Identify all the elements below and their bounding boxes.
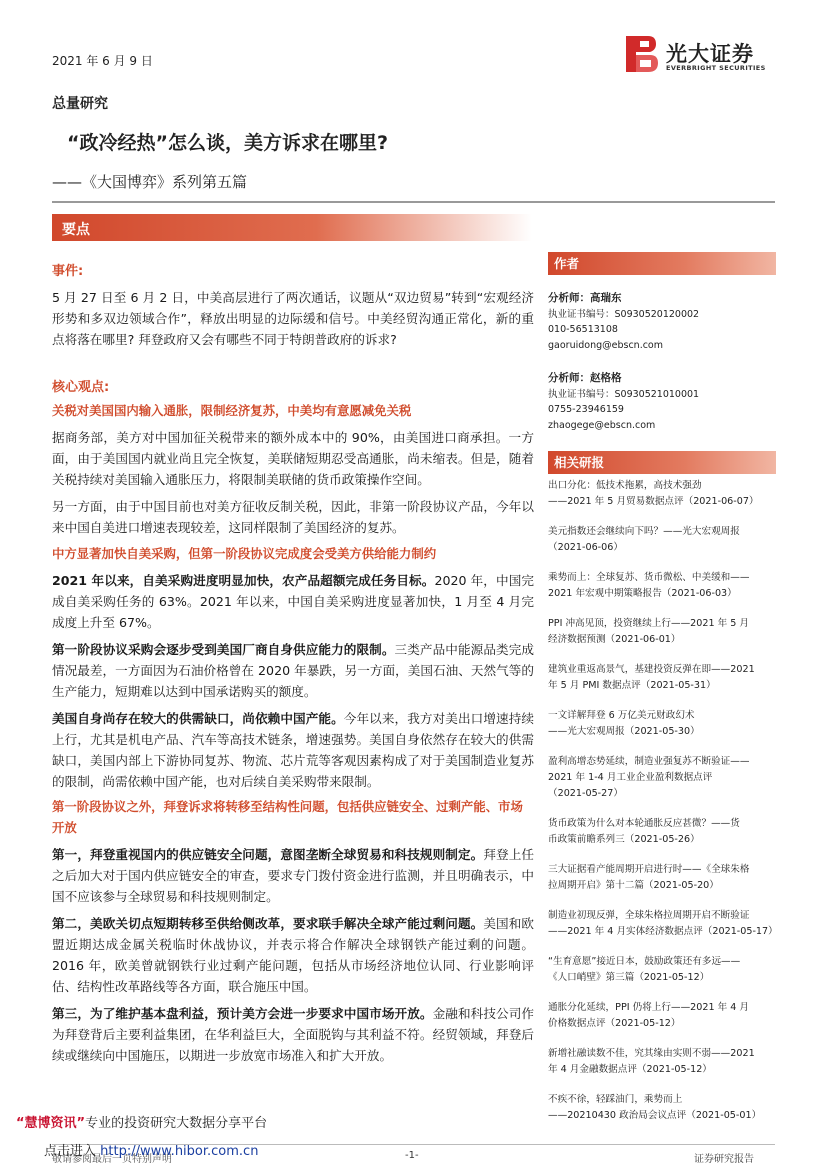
header-divider xyxy=(52,201,775,203)
related-report-item[interactable] xyxy=(548,1000,776,1032)
related-report-line: 新增社融读数不佳，究其缘由实则不弱——2021 xyxy=(548,1048,755,1059)
paragraph-body: 金融和科技公司作为拜登背后主要利益集团，在华利益巨大，全面脱钩与其利益不符。经贸领域，拜登后续或继续向中国施压，以期进一步放宽市场准入和扩大开放。 xyxy=(52,1006,535,1063)
analyst-cert: 执业证书编号：S0930520120002 xyxy=(548,308,700,320)
related-report-line: 2021 年 1-4 月工业企业盈利数据点评 xyxy=(548,772,713,783)
footer-report-type: 证券研究报告 xyxy=(694,1154,754,1165)
page-number: -1- xyxy=(405,1150,419,1161)
related-report-line: 建筑业重返高景气，基建投资反弹在即——2021 xyxy=(548,664,755,675)
related-report-line: 出口分化：低技术拖累，高技术强劲 xyxy=(548,480,702,491)
analyst-email[interactable]: gaoruidong@ebscn.com xyxy=(548,339,664,351)
event-label: 事件: xyxy=(52,264,84,279)
report-title: “政冷经热”怎么谈，美方诉求在哪里? xyxy=(67,132,388,154)
related-report-line: 价格数据点评（2021-05-12） xyxy=(548,1018,681,1029)
promo-banner xyxy=(16,1112,267,1131)
related-report-line: 一文详解拜登 6 万亿美元财政幻术 xyxy=(548,710,695,721)
related-report-item[interactable] xyxy=(548,1046,776,1078)
analyst-name: 分析师：赵格格 xyxy=(548,372,622,384)
paragraph-supply-limit xyxy=(52,639,534,702)
section-heading-purchase: 中方显著加快自美采购，但第一阶段协议完成度会受美方供给能力制约 xyxy=(52,546,437,561)
related-report-line: “生育意愿”接近日本，鼓励政策还有多远—— xyxy=(548,956,741,967)
related-report-item[interactable] xyxy=(548,662,776,694)
related-report-line: 盈利高增态势延续，制造业强复苏不断验证—— xyxy=(548,756,750,767)
logo-chinese-name: 光大证券 xyxy=(666,42,754,66)
paragraph-body: 美国和欧盟近期达成金属关税临时休战协议，并表示将合作解决全球钢铁产能过剩的问题。2016 年，欧美曾就钢铁行业过剩产能问题，包括从市场经济地位认同、行业影响评估、结构性改革路线等各方面，联合施压中国。 xyxy=(52,916,535,994)
section-heading-tariff: 关税对美国国内输入通胀，限制经济复苏，中美均有意愿减免关税 xyxy=(52,403,412,418)
paragraph-body: 2020 年，中国完成自美采购任务的 63%。2021 年以来，中国自美采购进度显著加快，1 月至 4 月完成度上升至 67%。 xyxy=(52,573,534,630)
related-report-line: 制造业初现反弹，全球朱格拉周期开启不断验证 xyxy=(548,910,750,921)
promo-brand: “慧博资讯” xyxy=(16,1116,86,1131)
main-content xyxy=(52,260,534,1066)
related-report-line: 年 5 月 PMI 数据点评（2021-05-31） xyxy=(548,680,716,691)
related-reports-list xyxy=(548,478,776,1124)
related-report-line: 美元指数还会继续向下吗？——光大宏观周报 xyxy=(548,526,740,537)
paragraph-lead: 第一，拜登重视国内的供应链安全问题，意图垄断全球贸易和科技规则制定。 xyxy=(52,847,484,862)
related-report-line: 货币政策为什么对本轮通胀反应甚微？——货 xyxy=(548,818,740,829)
paragraph-lead: 第三，为了维护基本盘利益，预计美方会进一步要求中国市场开放。 xyxy=(52,1006,433,1021)
paragraph-overcapacity xyxy=(52,913,534,997)
paragraph-lead: 美国自身尚存在较大的供需缺口，尚依赖中国产能。 xyxy=(52,711,344,726)
related-report-line: 乘势而上：全球复苏、货币微松、中美缓和—— xyxy=(548,572,750,583)
promo-url[interactable]: http://www.hibor.com.cn xyxy=(100,1144,259,1159)
paragraph-lead: 第二，美欧关切点短期转移至供给侧改革，要求联手解决全球产能过剩问题。 xyxy=(52,916,484,931)
everbright-logo xyxy=(626,36,776,76)
related-report-item[interactable] xyxy=(548,478,776,510)
report-date: 2021 年 6 月 9 日 xyxy=(52,54,153,68)
related-report-item[interactable] xyxy=(548,862,776,894)
related-report-line: 通胀分化延续，PPI 仍将上行——2021 年 4 月 xyxy=(548,1002,750,1013)
analyst-phone: 0755-23946159 xyxy=(548,404,624,415)
promo-text: 专业的投资研究大数据分享平台 xyxy=(85,1116,268,1131)
paragraph-purchase-progress xyxy=(52,570,534,633)
event-text: 5 月 27 日至 6 月 2 日，中美高层进行了两次通话，议题从“双边贸易”转到“宏观经济形势和多双边领域合作”，释放出明显的边际缓和信号。中美经贸沟通正常化，新的重点将落在哪里? 拜登政府又会有哪些不同于特朗普政府的诉求? xyxy=(52,290,534,347)
paragraph-supply-chain xyxy=(52,844,534,907)
related-report-item[interactable] xyxy=(548,754,776,802)
analyst-cert: 执业证书编号：S0930521010001 xyxy=(548,388,700,400)
footer-disclaimer: 敬请参阅最后一页特别声明 xyxy=(52,1154,172,1165)
sidebar xyxy=(548,252,776,1138)
related-report-item[interactable] xyxy=(548,570,776,602)
related-report-line: ——20210430 政治局会议点评（2021-05-01） xyxy=(548,1110,762,1121)
report-category: 总量研究 xyxy=(52,96,108,112)
paragraph-countermeasures: 另一方面，由于中国目前也对美方征收反制关税，因此，非第一阶段协议产品，今年以来中国自美进口增速表现较差，这同样限制了美国经济的复苏。 xyxy=(52,499,534,535)
related-report-item[interactable] xyxy=(548,708,776,740)
related-report-line: 拉周期开启》第十二篇（2021-05-20） xyxy=(548,880,719,891)
paragraph-tariff-cost: 据商务部，美方对中国加征关税带来的额外成本中的 90%，由美国进口商承担。一方面，由于美国国内就业尚且完全恢复，美联储短期忍受高通胀，尚未缩表。但是，随着关税持续对美国输入通胀压力，将限制美联储的货币政策操作空间。 xyxy=(52,430,534,487)
analyst-name: 分析师：高瑞东 xyxy=(548,292,622,304)
related-report-line: （2021-05-27） xyxy=(548,788,623,799)
related-report-line: PPI 冲高见顶，投资继续上行——2021 年 5 月 xyxy=(548,618,750,629)
analyst-email[interactable]: zhaogege@ebscn.com xyxy=(548,419,656,431)
related-report-line: 经济数据预测（2021-06-01） xyxy=(548,634,681,645)
paragraph-body: 拜登上任之后加大对于国内供应链安全的审查，要求专门拨付资金进行监测，并且明确表示，中国不应该参与全球贸易和科技规则制定。 xyxy=(52,847,535,904)
related-report-line: 年 4 月金融数据点评（2021-05-12） xyxy=(548,1064,712,1075)
related-report-line: （2021-06-06） xyxy=(548,542,623,553)
paragraph-supply-gap xyxy=(52,708,534,792)
analyst-card xyxy=(548,291,776,353)
logo-mark-icon xyxy=(626,36,658,72)
related-report-line: 《人口峭壁》第三篇（2021-05-12） xyxy=(548,972,710,983)
related-report-item[interactable] xyxy=(548,908,776,940)
related-report-line: ——2021 年 5 月贸易数据点评（2021-06-07） xyxy=(548,496,759,507)
related-report-item[interactable] xyxy=(548,816,776,848)
related-reports-title: 相关研报 xyxy=(548,451,776,474)
key-points-title: 要点 xyxy=(62,222,90,238)
paragraph-body: 今年以来，我方对美出口增速持续上行，尤其是机电产品、汽车等高技术链条，增速强势。美国自身依然存在较大的供需缺口，美国内部上下游协同复苏、物流、芯片荒等客观因素构成了对于美国制造业复苏的限制，尚需依赖中国产能，也对后续自美采购带来限制。 xyxy=(52,711,535,789)
logo-english-name: EVERBRIGHT SECURITIES xyxy=(666,64,766,72)
paragraph-lead: 2021 年以来，自美采购进度明显加快，农产品超额完成任务目标。 xyxy=(52,573,435,588)
related-report-line: ——光大宏观周报（2021-05-30） xyxy=(548,726,700,737)
paragraph-body: 三类产品中能源品类完成情况最差，一方面因为石油价格曾在 2020 年暴跌，另一方面，美国石油、天然气等的生产能力，短期难以达到中国承诺购买的额度。 xyxy=(52,642,535,699)
core-views-label: 核心观点: xyxy=(52,380,110,395)
authors-title: 作者 xyxy=(548,252,776,275)
promo-link[interactable] xyxy=(44,1140,258,1159)
related-report-line: 币政策前瞻系列三（2021-05-26） xyxy=(548,834,700,845)
key-points-bar xyxy=(52,214,532,241)
paragraph-market-opening xyxy=(52,1003,534,1066)
related-report-line: ——2021 年 4 月实体经济数据点评（2021-05-17） xyxy=(548,926,778,937)
analyst-card xyxy=(548,371,776,433)
related-report-line: 2021 年宏观中期策略报告（2021-06-03） xyxy=(548,588,737,599)
related-report-item[interactable] xyxy=(548,524,776,556)
related-report-item[interactable] xyxy=(548,616,776,648)
report-subtitle: ——《大国博弈》系列第五篇 xyxy=(52,173,248,191)
section-heading-structural: 第一阶段协议之外，拜登诉求将转移至结构性问题，包括供应链安全、过剩产能、市场开放 xyxy=(52,799,523,835)
related-report-item[interactable] xyxy=(548,1092,776,1124)
paragraph-lead: 第一阶段协议采购会逐步受到美国厂商自身供应能力的限制。 xyxy=(52,642,395,657)
analyst-phone: 010-56513108 xyxy=(548,324,618,335)
promo-link-prefix: 点击进入 xyxy=(44,1144,97,1159)
related-report-item[interactable] xyxy=(548,954,776,986)
related-report-line: 三大证据看产能周期开启进行时——《全球朱格 xyxy=(548,864,750,875)
related-report-line: 不疾不徐，轻踩油门，乘势而上 xyxy=(548,1094,683,1105)
